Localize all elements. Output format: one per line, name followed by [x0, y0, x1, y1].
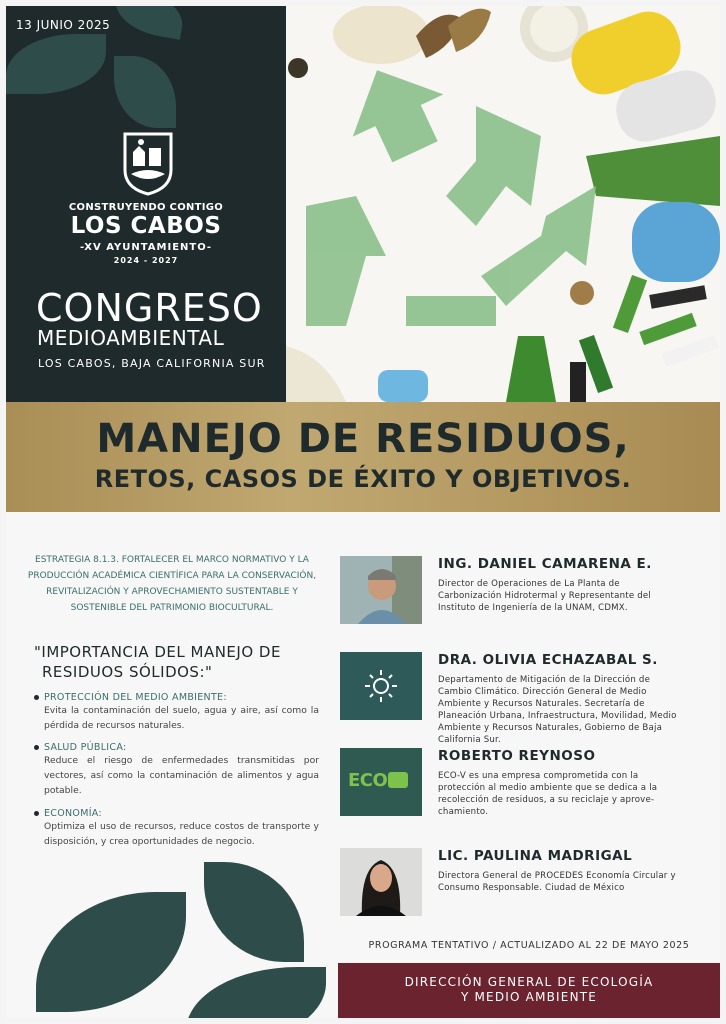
sun-icon: [340, 652, 422, 720]
speaker-photo: [340, 652, 422, 720]
bullet-icon: [34, 695, 39, 700]
speaker-name: ROBERTO REYNOSO: [438, 748, 596, 764]
los-cabos-crest-icon: [121, 130, 175, 196]
event-date: 13 JUNIO 2025: [16, 18, 111, 32]
speaker-photo: [340, 556, 422, 624]
item-title: PROTECCIÓN DEL MEDIO AMBIENTE:: [44, 692, 227, 703]
brand-years: 2024 - 2027: [113, 256, 179, 265]
importance-heading-line: "IMPORTANCIA DEL MANEJO DE: [34, 643, 281, 661]
decor-leaf: [186, 967, 326, 1018]
recycling-scene-image: [286, 6, 720, 402]
importance-heading: [34, 642, 324, 682]
speaker-description: Directora General de PROCEDES Economía Circular y Consumo Responsable. Ciudad de México: [438, 871, 676, 893]
footer-line: DIRECCIÓN GENERAL DE ECOLOGÍA: [404, 975, 654, 989]
eco-logo-text: ECO: [348, 770, 388, 791]
importance-item: [34, 692, 319, 733]
decor-leaf: [111, 6, 187, 40]
speaker-photo: [340, 748, 422, 816]
strategy-line: REVITALIZACIÓN Y APROVECHAMIENTO SUSTENTABLE Y: [46, 587, 298, 597]
speaker-photo: [340, 848, 422, 916]
decor-leaf: [114, 56, 176, 128]
strategy-line: SOSTENIBLE DEL PATRIMONIO BIOCULTURAL.: [70, 603, 274, 613]
event-subtitle: MEDIOAMBIENTAL: [37, 326, 225, 350]
item-title: ECONOMÍA:: [44, 808, 102, 819]
v-logo-icon: [388, 772, 408, 788]
decor-leaf: [6, 34, 106, 94]
strategy-line: ESTRATEGIA 8.1.3. FORTALECER EL MARCO NORMATIVO Y LA: [35, 555, 309, 565]
eco-v-logo: [348, 770, 408, 791]
brand-slogan: CONSTRUYENDO CONTIGO: [68, 202, 224, 213]
item-text: Reduce el riesgo de enfermedades transmitidas por vectores, así como la contaminación de alimentos y agua potable.: [44, 755, 319, 796]
event-title: CONGRESO: [36, 286, 263, 330]
topic-banner: [6, 402, 720, 512]
topic-title: MANEJO DE RESIDUOS,: [96, 416, 630, 462]
item-title: SALUD PÚBLICA:: [44, 742, 127, 753]
bullet-icon: [34, 811, 39, 816]
program-note: PROGRAMA TENTATIVO / ACTUALIZADO AL 22 DE MAYO 2025: [368, 940, 690, 951]
speaker-description: Departamento de Mitigación de la Dirección de Cambio Climático. Dirección General de Medio Ambiente y Recursos Naturales. Secretaría de Planeación Urbana, Infraestructura, Movilidad, Medio Ambiente y Recursos Naturales, Gobierno de Baja California Sur.: [438, 675, 677, 745]
decor-leaf: [36, 892, 186, 1012]
strategy-text: [22, 552, 322, 616]
brand-ayuntamiento: -XV AYUNTAMIENTO-: [79, 242, 213, 253]
recycling-photo: [286, 6, 720, 402]
speaker-description: Director de Operaciones de La Planta de Carbonización Hidrotermal y Representante del Instituto de Ingeniería de la UNAM, CDMX.: [438, 579, 651, 613]
importance-heading-line: RESIDUOS SÓLIDOS:": [42, 663, 213, 681]
item-text: Evita la contaminación del suelo, agua y aire, así como la pérdida de recursos naturales.: [44, 705, 319, 731]
importance-item: [34, 742, 319, 798]
event-location: LOS CABOS, BAJA CALIFORNIA SUR: [38, 357, 266, 370]
item-text: Optimiza el uso de recursos, reduce costos de transporte y disposición, y crea oportunidades de negocio.: [44, 821, 319, 847]
header-panel: [6, 6, 286, 402]
brand-name: LOS CABOS: [70, 213, 222, 239]
strategy-line: PRODUCCIÓN ACADÉMICA CIENTÍFICA PARA LA CONSERVACIÓN,: [27, 571, 317, 581]
speaker-name: DRA. OLIVIA ECHAZABAL S.: [438, 652, 658, 668]
speaker-name: ING. DANIEL CAMARENA E.: [438, 556, 652, 572]
footer-line: Y MEDIO AMBIENTE: [460, 990, 598, 1004]
left-column: [6, 512, 338, 1018]
speaker-name: LIC. PAULINA MADRIGAL: [438, 848, 633, 864]
importance-item: [34, 808, 319, 849]
woman-portrait-icon: [340, 848, 422, 916]
bullet-icon: [34, 745, 39, 750]
man-portrait-icon: [340, 556, 422, 624]
topic-subtitle: RETOS, CASOS DE ÉXITO Y OBJETIVOS.: [94, 465, 632, 493]
speaker-description: ECO-V es una empresa comprometida con la protección al medio ambiente que se dedica a la recolección de residuos, a su reciclaje y aprove-chamiento.: [438, 771, 658, 817]
organizer-footer: [338, 963, 720, 1018]
speakers-column: [338, 512, 720, 1018]
decor-leaf: [204, 862, 304, 962]
